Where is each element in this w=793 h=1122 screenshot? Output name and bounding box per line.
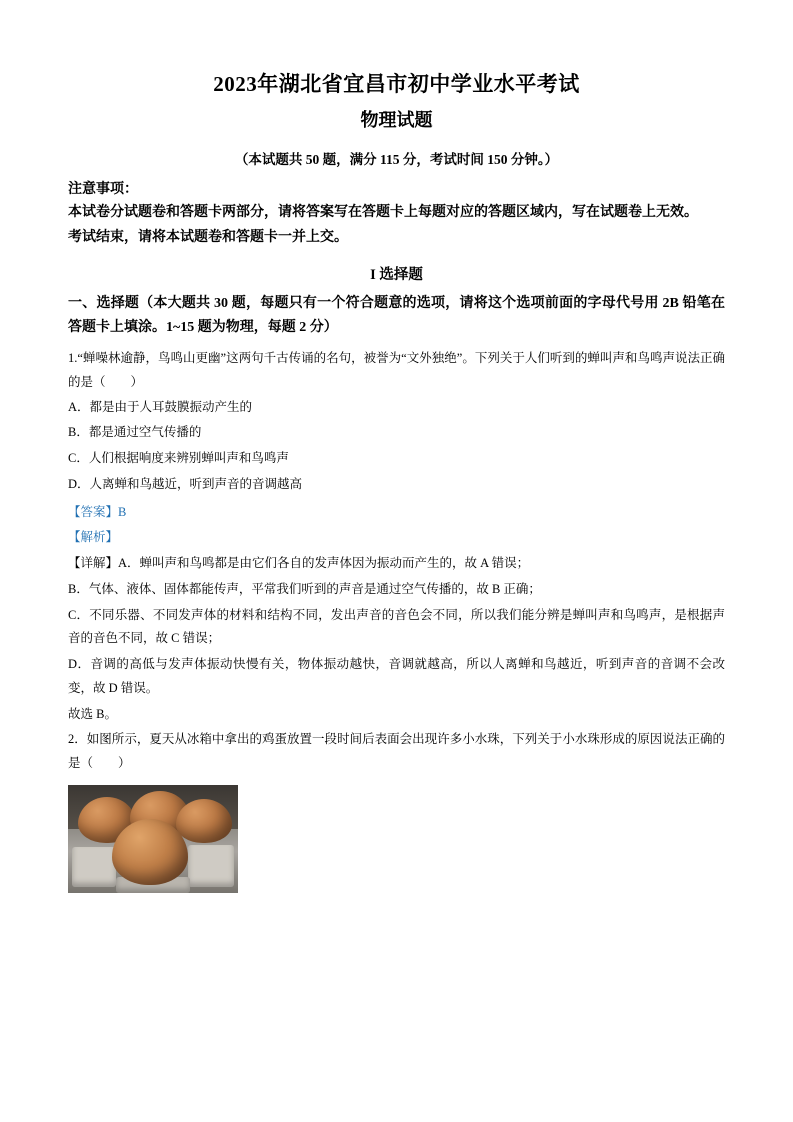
section-instructions: 一、选择题（本大题共 30 题，每题只有一个符合题意的选项，请将这个选项前面的字母代号用 2B 铅笔在答题卡上填涂。1~15 题为物理，每题 2 分） xyxy=(68,296,725,335)
section-heading: I 选择题 xyxy=(370,267,423,284)
analysis-conclusion: 故选 B。 xyxy=(68,706,117,721)
question-option-c: C．人们根据响度来辨别蝉叫声和鸟鸣声 xyxy=(68,451,289,466)
eggs-photo xyxy=(68,785,238,893)
carton-cell-left xyxy=(72,847,116,887)
question-figure xyxy=(68,785,725,893)
notice-line-1: 本试卷分试题卷和答题卡两部分，请将答案写在答题卡上每题对应的答题区域内，写在试题卷上无效。 xyxy=(68,205,698,220)
page-subtitle: 物理试题 xyxy=(360,110,433,130)
analysis-detail-c: C．不同乐器、不同发声体的材料和结构不同，发出声音的音色会不同，所以我们能分辨是蝉叫声和鸟鸣声，是根据声音的音色不同，故 C 错误； xyxy=(68,607,725,646)
question-1 xyxy=(68,347,725,726)
analysis-detail-d: D．音调的高低与发声体振动快慢有关，物体振动越快，音调就越高，所以人离蝉和鸟越近，听到声音的音调不会改变，故 D 错误。 xyxy=(68,657,725,695)
answer-line: 【答案】B xyxy=(68,504,127,519)
page-title: 2023年湖北省宜昌市初中学业水平考试 xyxy=(213,72,580,96)
carton-cell-right xyxy=(188,845,234,887)
analysis-detail-a: 【详解】A．蝉叫声和鸟鸣都是由它们各自的发声体因为振动而产生的，故 A 错误； xyxy=(68,556,530,571)
notice-line-2: 考试结束，请将本试题卷和答题卡一并上交。 xyxy=(68,229,348,245)
question-option-b: B．都是通过空气传播的 xyxy=(68,425,202,440)
question-option-a: A．都是由于人耳鼓膜振动产生的 xyxy=(68,399,253,414)
question-stem: 2．如图所示，夏天从冰箱中拿出的鸡蛋放置一段时间后表面会出现许多小水珠，下列关于小水珠形成的原因说法正确的是（ ） xyxy=(68,732,725,770)
analysis-label: 【解析】 xyxy=(68,530,119,545)
question-2 xyxy=(68,728,725,892)
question-stem: 1.“蝉噪林逾静，鸟鸣山更幽”这两句千古传诵的名句，被誉为“文外独绝”。下列关于人们听到的蝉叫声和鸟鸣声说法正确的是（ ） xyxy=(68,351,725,389)
exam-info-line: （本试题共 50 题，满分 115 分，考试时间 150 分钟。） xyxy=(234,152,559,167)
notice-heading: 注意事项： xyxy=(68,182,138,197)
question-option-d: D．人离蝉和鸟越近，听到声音的音调越高 xyxy=(68,476,303,491)
analysis-detail-b: B．气体、液体、固体都能传声，平常我们听到的声音是通过空气传播的，故 B 正确； xyxy=(68,581,541,596)
